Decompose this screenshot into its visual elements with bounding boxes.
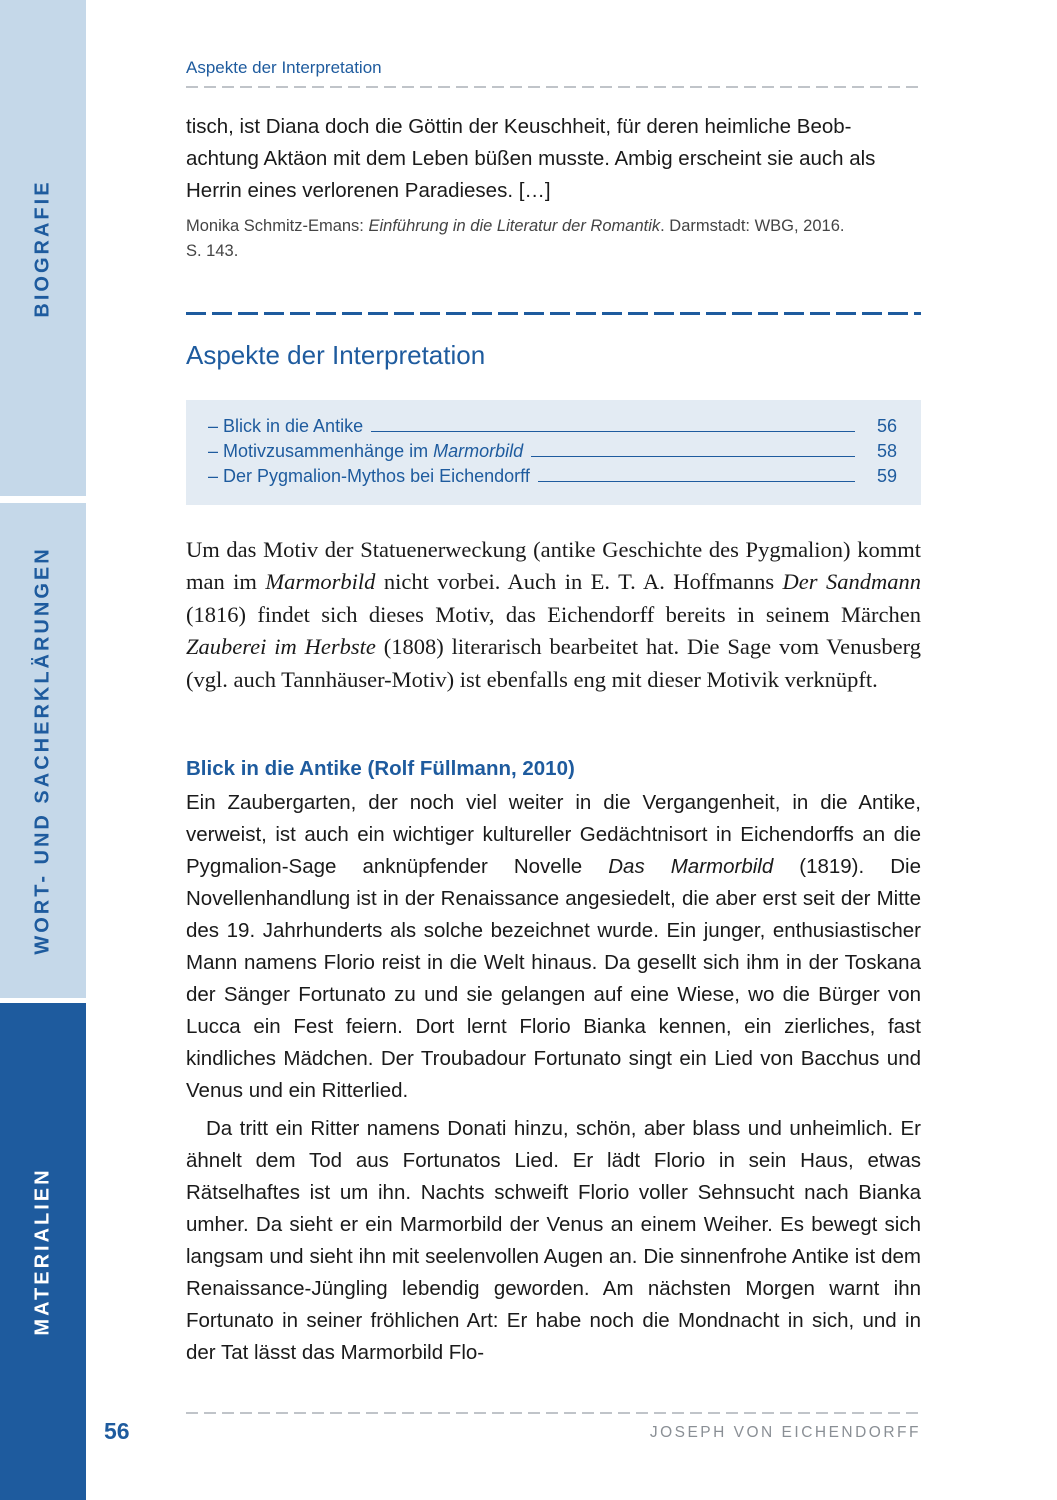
tab-wort-label: WORT- UND SACHERKLÄRUNGEN: [31, 546, 54, 955]
subsection-body: [186, 787, 921, 1369]
toc-leader: [538, 481, 855, 482]
toc-item-label: [208, 416, 363, 437]
citation-publisher: . Darmstadt: WBG, 2016.: [660, 217, 845, 235]
quote-block: [186, 111, 921, 207]
citation: [186, 214, 921, 264]
quote-line: tisch, ist Diana doch die Göttin der Keuschheit, für deren heimliche Beob-: [186, 115, 852, 138]
intro-text-run: (1808) literarisch bearbeitet hat. Die Sage vom Venusberg (vgl. auch Tannhäuser-Motiv) ist ebenfalls eng mit dieser Motivik verknüpft.: [186, 634, 921, 692]
quote-line: achtung Aktäon mit dem Leben büßen musste. Ambig erscheint sie auch als: [186, 147, 876, 170]
section-divider: [186, 312, 921, 315]
toc-leader: [371, 431, 855, 432]
toc-page-number: 58: [876, 441, 897, 461]
subsection-heading: Blick in die Antike (Rolf Füllmann, 2010): [186, 757, 575, 780]
toc-item-text: – Der Pygmalion-Mythos bei Eichendorff: [208, 466, 530, 486]
citation-author: Monika Schmitz-Emans:: [186, 217, 369, 235]
body-text-run: Ein Zaubergarten, der noch viel weiter in die Vergangenheit, in die Antike, verweist, ist auch ein wichtiger kultureller Gedächtnisort in Eichendorffs an die Pygmalion-Sage anknüpfender Novelle: [186, 791, 921, 878]
running-head: Aspekte der Interpretation: [186, 58, 382, 77]
body-italic-title: Das Marmorbild: [608, 855, 774, 878]
body-paragraph: [186, 787, 921, 1107]
header-divider: [186, 86, 921, 88]
tab-wort-und-sacherklaerungen[interactable]: [0, 503, 86, 998]
tab-materialien[interactable]: [0, 1003, 86, 1500]
tab-biografie[interactable]: [0, 0, 86, 496]
body-text-run: (1819). Die Novellenhandlung ist in der Renaissance angesiedelt, die aber erst seit der Mitte des 19. Jahrhunderts als solche bezeichnet wurde. Ein junger, enthusiastischer Mann namens Florio reist in die Welt hinaus. Da gesellt sich ihm in der Toskana der Sänger Fortunato zu und sie gelangen auf eine Wiese, wo die Bürger von Lucca ein Fest feiern. Dort lernt Florio Bianka kennen, ein zierliches, fast kindliches Mädchen. Der Troubadour Fortunato singt ein Lied von Bacchus und Venus und ein Ritterlied.: [186, 855, 921, 1102]
toc-item[interactable]: [208, 462, 897, 487]
page-number: 56: [104, 1418, 130, 1444]
toc-box: [186, 400, 921, 505]
intro-italic-title: Marmorbild: [265, 569, 376, 595]
intro-paragraph: [186, 534, 921, 696]
toc-item-italic: Marmorbild: [433, 441, 524, 461]
toc-item[interactable]: [208, 437, 897, 462]
toc-item-label: [208, 441, 523, 462]
citation-pages: S. 143.: [186, 242, 239, 260]
intro-text-run: (1816) findet sich dieses Motiv, das Eichendorff bereits in seinem Märchen: [186, 601, 921, 627]
intro-text-run: nicht vorbei. Auch in E. T. A. Hoffmanns: [375, 569, 783, 595]
footer-author: JOSEPH VON EICHENDORFF: [649, 1424, 921, 1441]
body-paragraph: Da tritt ein Ritter namens Donati hinzu, schön, aber blass und unheimlich. Er ähnelt dem Tod aus Fortunatos Lied. Er lädt Florio in sein Haus, etwas Rätselhaftes ist um ihn. Nachts schweift Florio voller Sehnsucht nach Bianka umher. Da sieht er ein Marmorbild der Venus an einem Weiher. Es bewegt sich langsam und sieht ihn mit seelenvollen Augen an. Die sinnenfrohe Antike ist dem Renaissance-Jüngling lebendig geworden. Am nächsten Morgen warnt ihn Fortunato in seiner fröhlichen Art: Er habe noch die Mondnacht in sich, und in der Tat lässt das Marmorbild Flo-: [186, 1117, 921, 1364]
tab-materialien-label: MATERIALIEN: [31, 1167, 54, 1336]
section-title: Aspekte der Interpretation: [186, 340, 486, 370]
tab-biografie-label: BIOGRAFIE: [31, 178, 54, 318]
footer-divider: [186, 1412, 921, 1414]
intro-italic-title: Zauberei im Herbste: [186, 634, 376, 660]
toc-item-text: – Blick in die Antike: [208, 416, 364, 436]
intro-text-run: Um das Motiv der Statuenerweckung (antike Geschichte des Pygmalion) kommt man im: [186, 537, 921, 595]
sidebar-navigation: [0, 0, 86, 1500]
toc-item[interactable]: [208, 412, 897, 437]
toc-page-number: 59: [876, 466, 897, 486]
toc-item-text: – Motivzusammenhänge im: [208, 441, 434, 461]
toc-leader: [531, 456, 855, 457]
toc-page-number: 56: [876, 416, 897, 436]
toc-item-label: [208, 466, 530, 487]
intro-text: [186, 534, 921, 696]
quote-line: Herrin eines verlorenen Paradieses. […]: [186, 179, 551, 202]
intro-italic-title: Der Sandmann: [782, 569, 921, 595]
citation-title: Einführung in die Literatur der Romantik: [368, 217, 661, 235]
